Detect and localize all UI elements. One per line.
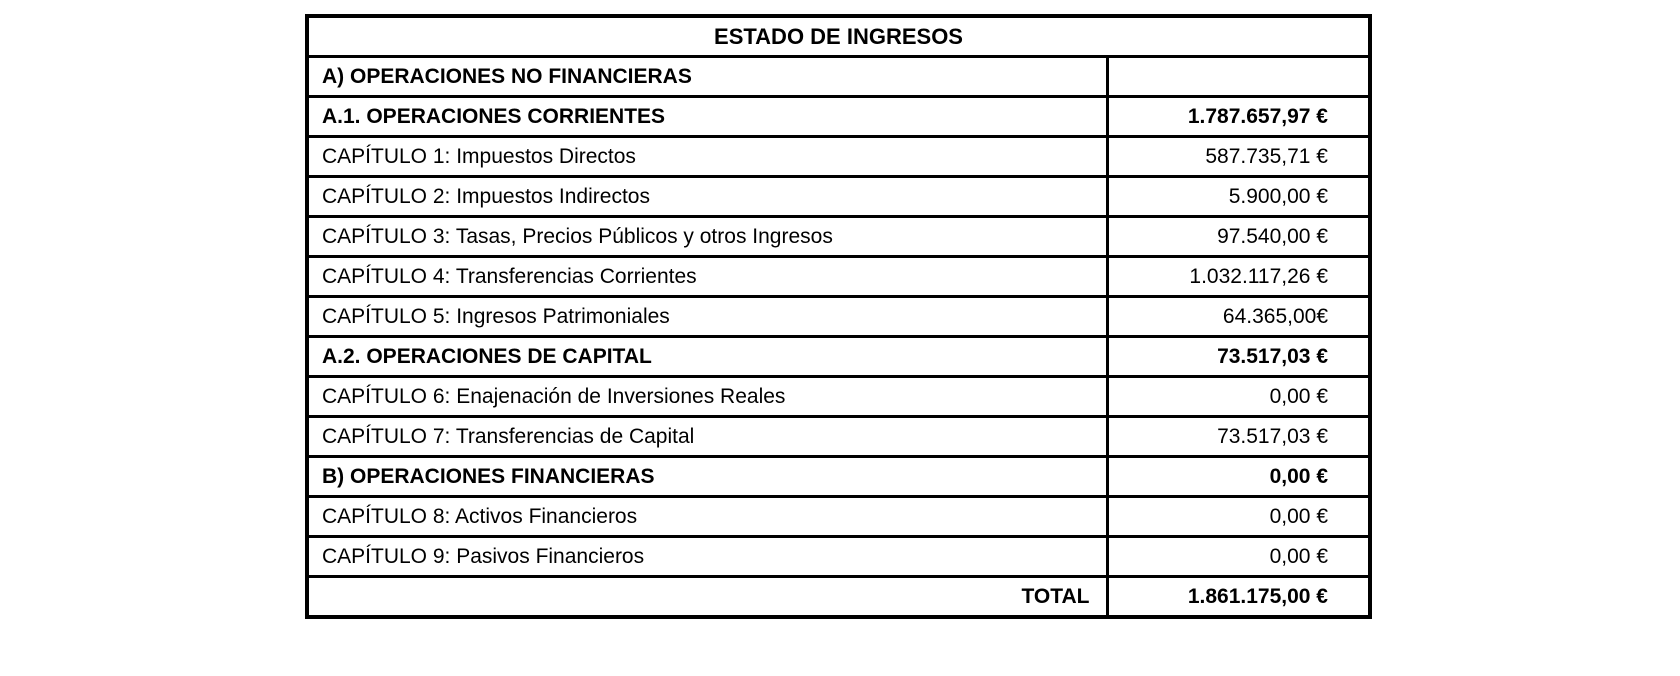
row-amount: 0,00 € bbox=[1107, 457, 1370, 497]
table-row bbox=[307, 497, 1370, 537]
row-amount bbox=[1107, 57, 1370, 97]
row-label: CAPÍTULO 1: Impuestos Directos bbox=[307, 137, 1107, 177]
row-amount: 587.735,71 € bbox=[1107, 137, 1370, 177]
table-row bbox=[307, 297, 1370, 337]
table-row bbox=[307, 377, 1370, 417]
row-amount: 1.787.657,97 € bbox=[1107, 97, 1370, 137]
row-amount: 97.540,00 € bbox=[1107, 217, 1370, 257]
row-label: CAPÍTULO 3: Tasas, Precios Públicos y otros Ingresos bbox=[307, 217, 1107, 257]
table-row bbox=[307, 537, 1370, 577]
table-row bbox=[307, 337, 1370, 377]
row-label: A.2. OPERACIONES DE CAPITAL bbox=[307, 337, 1107, 377]
table-row bbox=[307, 177, 1370, 217]
row-label: CAPÍTULO 8: Activos Financieros bbox=[307, 497, 1107, 537]
row-label: A.1. OPERACIONES CORRIENTES bbox=[307, 97, 1107, 137]
table-row bbox=[307, 57, 1370, 97]
table-title: ESTADO DE INGRESOS bbox=[307, 16, 1370, 57]
row-amount: 0,00 € bbox=[1107, 497, 1370, 537]
table-row bbox=[307, 417, 1370, 457]
table-row bbox=[307, 137, 1370, 177]
row-amount: 64.365,00€ bbox=[1107, 297, 1370, 337]
row-label: B) OPERACIONES FINANCIERAS bbox=[307, 457, 1107, 497]
row-amount: 73.517,03 € bbox=[1107, 417, 1370, 457]
row-amount: 1.861.175,00 € bbox=[1107, 577, 1370, 618]
row-label: CAPÍTULO 9: Pasivos Financieros bbox=[307, 537, 1107, 577]
row-label: CAPÍTULO 5: Ingresos Patrimoniales bbox=[307, 297, 1107, 337]
row-label: TOTAL bbox=[307, 577, 1107, 618]
row-label: CAPÍTULO 7: Transferencias de Capital bbox=[307, 417, 1107, 457]
table-row bbox=[307, 97, 1370, 137]
row-amount: 1.032.117,26 € bbox=[1107, 257, 1370, 297]
row-label: CAPÍTULO 6: Enajenación de Inversiones Reales bbox=[307, 377, 1107, 417]
row-label: A) OPERACIONES NO FINANCIERAS bbox=[307, 57, 1107, 97]
table-title-row bbox=[307, 16, 1370, 57]
table-row bbox=[307, 457, 1370, 497]
row-amount: 73.517,03 € bbox=[1107, 337, 1370, 377]
row-amount: 0,00 € bbox=[1107, 537, 1370, 577]
table-row bbox=[307, 577, 1370, 618]
income-statement-table bbox=[305, 14, 1372, 619]
table-row bbox=[307, 257, 1370, 297]
row-label: CAPÍTULO 2: Impuestos Indirectos bbox=[307, 177, 1107, 217]
row-amount: 5.900,00 € bbox=[1107, 177, 1370, 217]
income-table-body bbox=[307, 57, 1370, 618]
row-amount: 0,00 € bbox=[1107, 377, 1370, 417]
table-row bbox=[307, 217, 1370, 257]
row-label: CAPÍTULO 4: Transferencias Corrientes bbox=[307, 257, 1107, 297]
